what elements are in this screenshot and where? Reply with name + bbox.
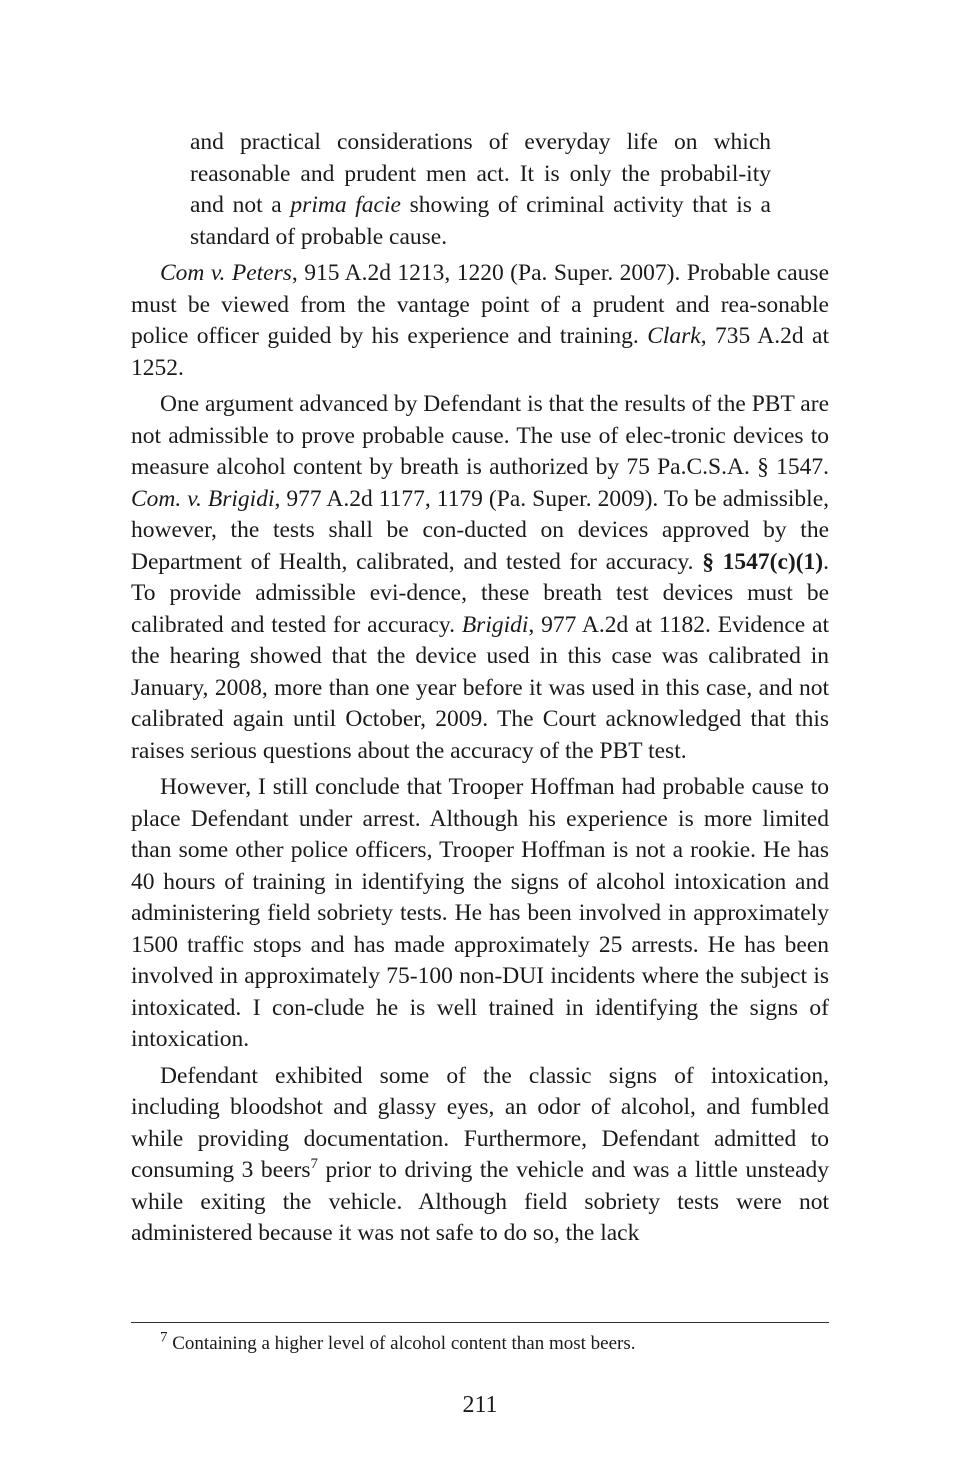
case-name-brigidi: Com. v. Brigidi xyxy=(131,485,275,512)
footnote-text: Containing a higher level of alcohol content than most beers. xyxy=(167,1333,636,1354)
footnote xyxy=(160,1331,829,1357)
footnote-reference: 7 xyxy=(310,1156,318,1173)
footnote-divider xyxy=(131,1322,829,1323)
quote-text-2: showing of criminal activity that is a standard of probable cause. xyxy=(190,192,771,250)
citation-paragraph xyxy=(131,258,829,384)
pbt-text-2: , 977 A.2d 1177, 1179 (Pa. Super. 2009). To be admissible, however, the tests shall be con-ducted on devices approved by the Department of Health, calibrated, and tested for accuracy. xyxy=(131,485,829,575)
body-text xyxy=(131,258,829,1255)
statute-reference: § 1547(c)(1) xyxy=(702,548,824,575)
signs-text-1: Defendant exhibited some of the classic signs of intoxication, including bloodshot and glassy eyes, an odor of alcohol, and fumbled while providing documentation. Furthermore, Defendant admitted to consuming 3 beers xyxy=(131,1062,829,1183)
citation-text-2: , 735 A.2d at 1252. xyxy=(131,323,829,381)
quote-text-1: and practical considerations of everyday life on which reasonable and prudent men act. It is only the probabil-ity and not a xyxy=(190,129,771,218)
case-name-peters: Com v. Peters xyxy=(160,260,292,286)
pbt-text-1: One argument advanced by Defendant is that the results of the PBT are not admissible to prove probable cause. The use of elec-tronic devices to measure alcohol content by breath is authorized by 75 Pa.C.S.A. § 1547. xyxy=(131,391,829,480)
signs-text-2: prior to driving the vehicle and was a little unsteady while exiting the vehicle. Although field sobriety tests were not administered because it was not safe to do so, the lack xyxy=(131,1157,829,1246)
page-number: 211 xyxy=(462,1392,498,1418)
footnote-marker: 7 xyxy=(160,1329,168,1346)
paragraph-pbt xyxy=(131,389,829,767)
case-name-brigidi-short: Brigidi xyxy=(461,611,529,638)
pbt-text-3: . To provide admissible evi-dence, these breath test devices must be calibrated and tested for accuracy. xyxy=(131,548,830,638)
paragraph-signs xyxy=(131,1061,829,1250)
block-quote xyxy=(190,127,771,253)
quote-italic-term: prima facie xyxy=(290,192,401,218)
case-name-clark: Clark xyxy=(647,323,701,349)
citation-text-1: , 915 A.2d 1213, 1220 (Pa. Super. 2007). Probable cause must be viewed from the vantage point of a prudent and rea-sonable police officer guided by his experience and training. xyxy=(131,260,829,349)
pbt-text-4: , 977 A.2d at 1182. Evidence at the hearing showed that the device used in this case was calibrated in January, 2008, more than one year before it was used in this case, and not calibrated again until October, 2009. The Court acknowledged that this raises serious questions about the accuracy of the PBT test. xyxy=(131,611,829,764)
paragraph-probable-cause: However, I still conclude that Trooper Hoffman had probable cause to place Defendant under arrest. Although his experience is more limited than some other police officers, Trooper Hoffman is not a rookie. He has 40 hours of training in identifying the signs of alcohol intoxication and administering field sobriety tests. He has been involved in approximately 1500 traffic stops and has made approximately 25 arrests. He has been involved in approximately 75-100 non-DUI incidents where the subject is intoxicated. I con-clude he is well trained in identifying the signs of intoxication. xyxy=(131,774,829,1052)
